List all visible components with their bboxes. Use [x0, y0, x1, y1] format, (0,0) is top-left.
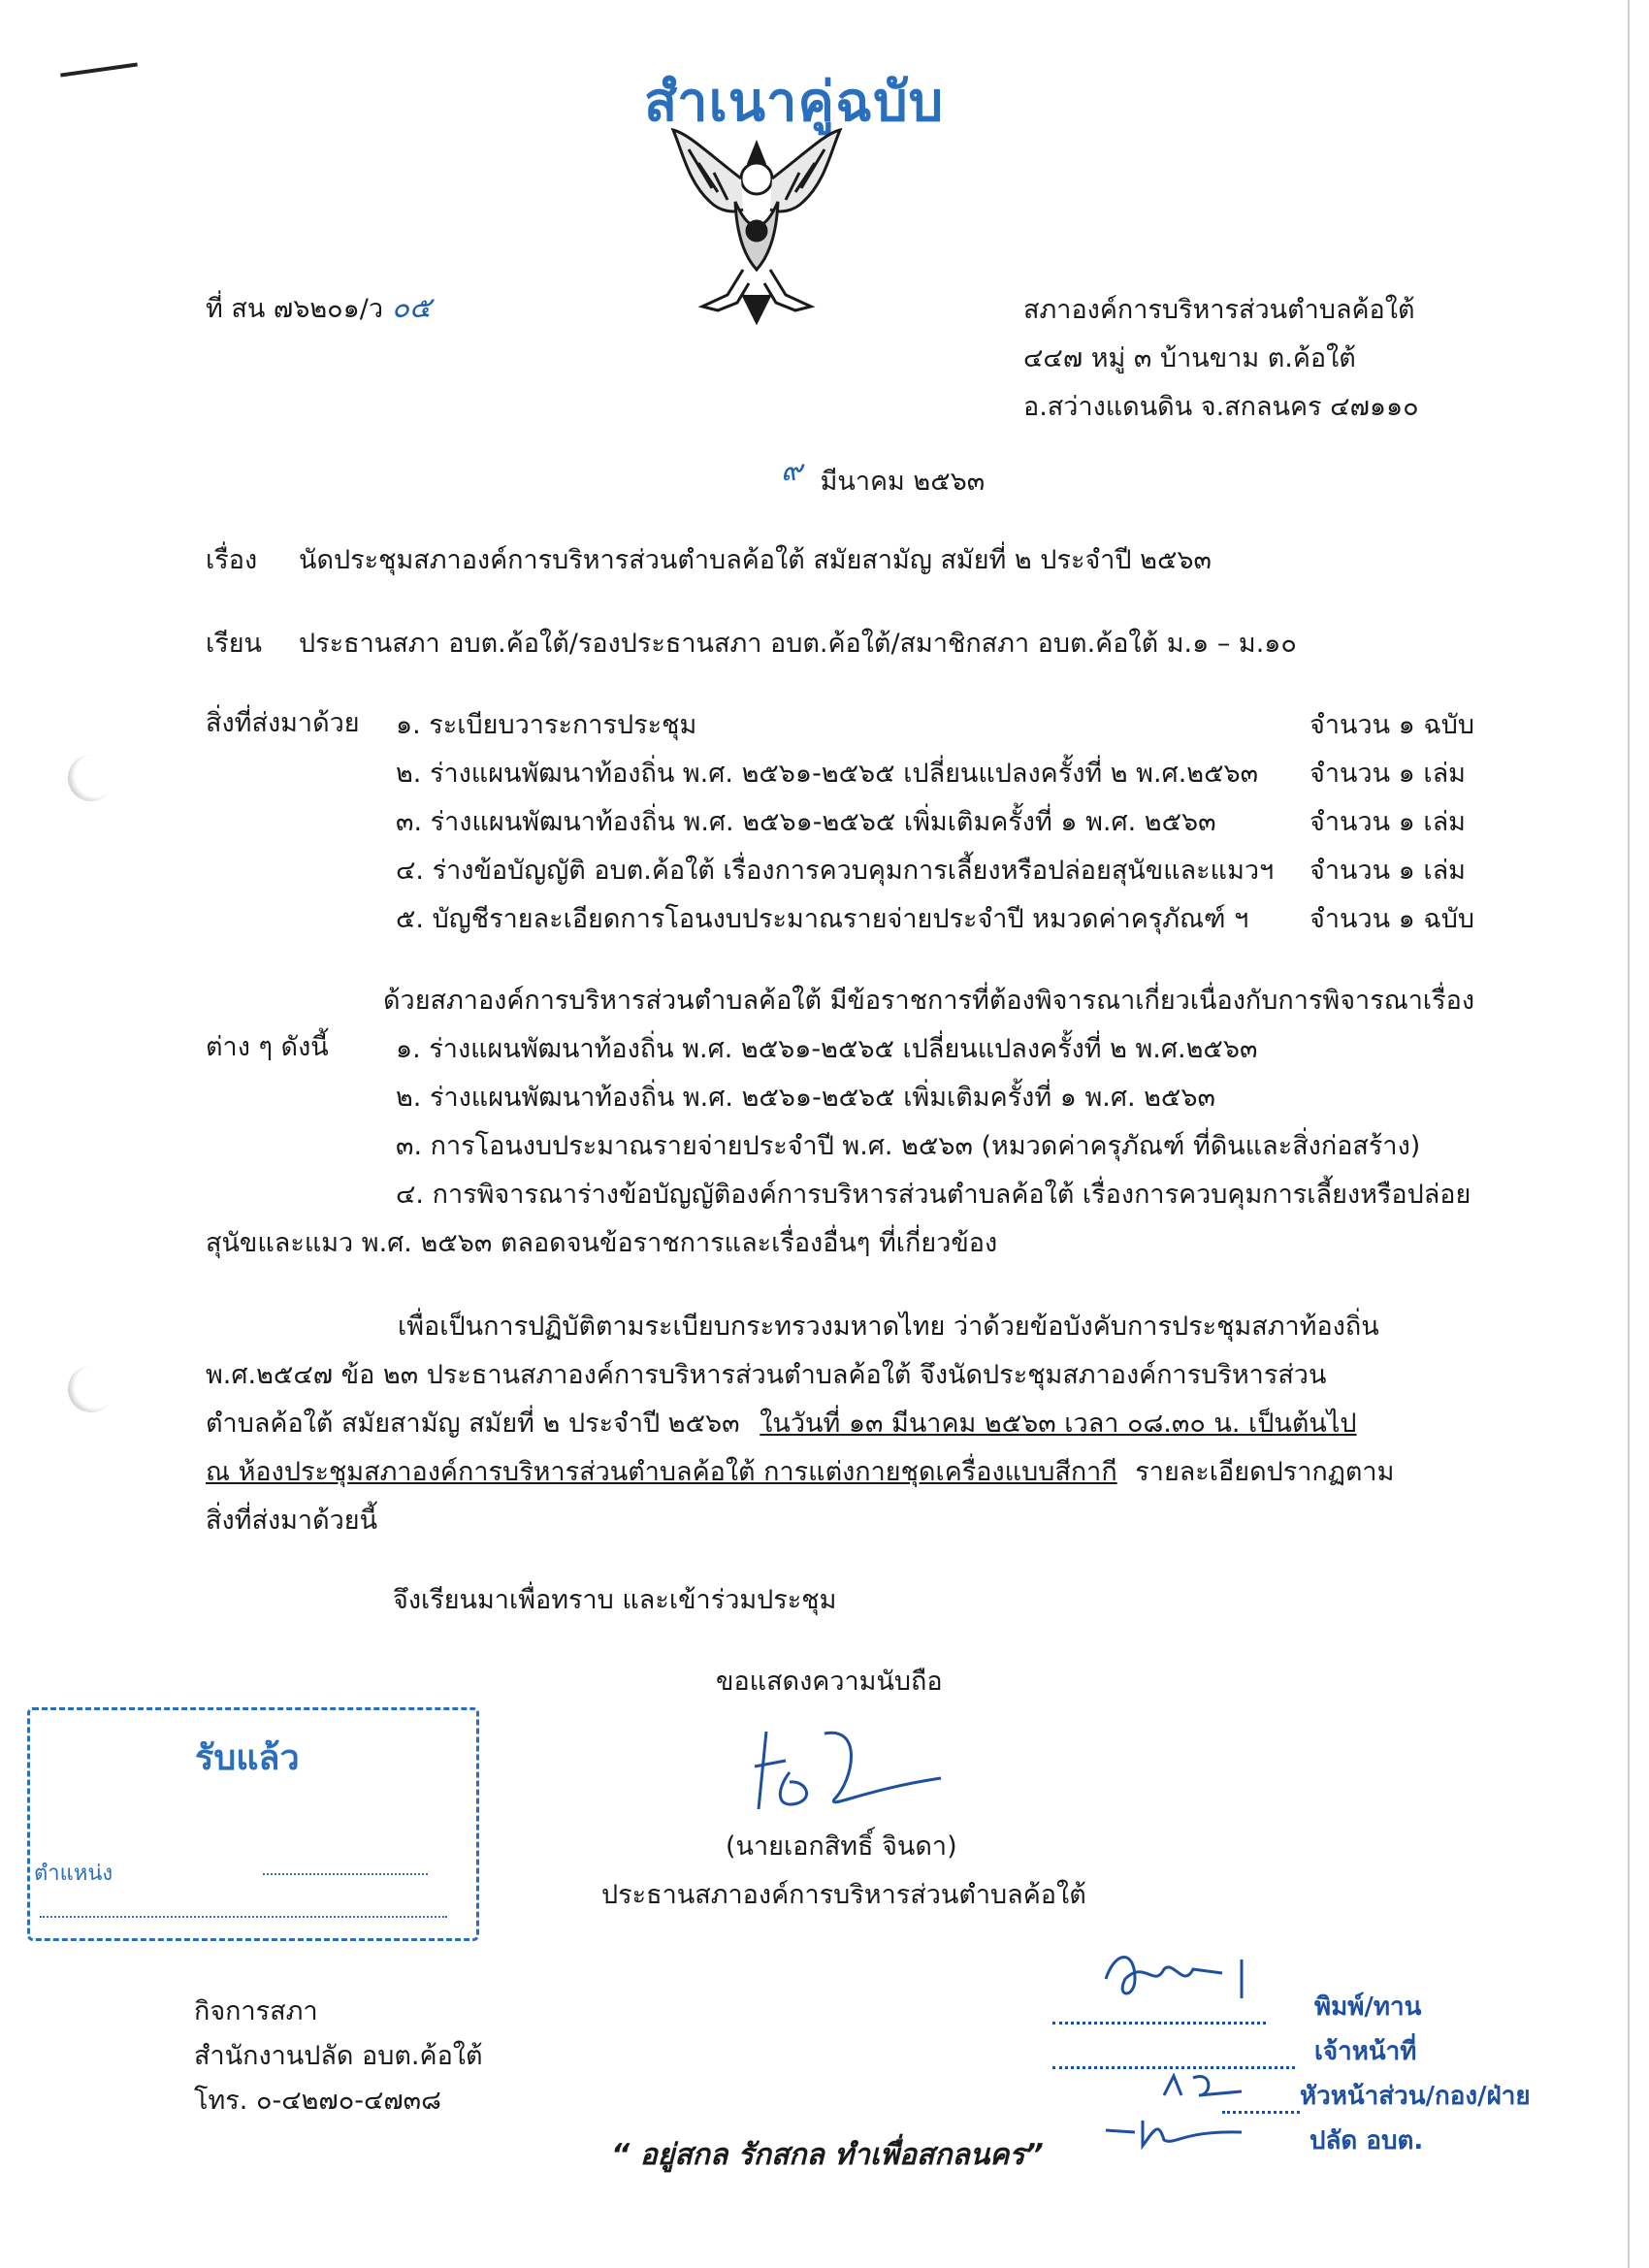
- punch-hole: [68, 1366, 114, 1412]
- closing-line: จึงเรียนมาเพื่อทราบ และเข้าร่วมประชุม: [393, 1585, 837, 1615]
- received-stamp-dotline: [263, 1873, 428, 1875]
- body2-line3-plain: ตำบลค้อใต้ สมัยสามัญ สมัยที่ ๒ ประจำปี ๒๕๖๓: [206, 1409, 740, 1439]
- garuda-emblem-icon: [660, 124, 854, 330]
- body2-line1: เพื่อเป็นการปฏิบัติตามระเบียบกระทรวงมหาดไทย ว่าด้วยข้อบังคับการประชุมสภาท้องถิ่น: [398, 1312, 1379, 1342]
- doc-number-handwritten: ๐๕: [391, 291, 432, 325]
- enclosure-qty: จำนวน ๑ ฉบับ: [1310, 904, 1475, 934]
- body2-line3: [206, 1407, 1357, 1442]
- enclosure-qty: จำนวน ๑ เล่ม: [1310, 759, 1466, 789]
- enclosure-item: ๒. ร่างแผนพัฒนาท้องถิ่น พ.ศ. ๒๕๖๑-๒๕๖๕ เปลี่ยนแปลงครั้งที่ ๒ พ.ศ.๒๕๖๓: [396, 759, 1259, 789]
- footer-dept: กิจการสภา: [194, 1996, 318, 2026]
- signature: [747, 1722, 960, 1832]
- footer-phone: โทร. ๐-๔๒๗๐-๔๗๓๘: [194, 2086, 441, 2116]
- enclosure-qty: จำนวน ๑ เล่ม: [1310, 807, 1466, 837]
- punch-hole: [68, 755, 114, 801]
- routing-item: เจ้าหน้าที่: [1314, 2037, 1417, 2066]
- body2-line2: พ.ศ.๒๕๔๗ ข้อ ๒๓ ประธานสภาองค์การบริหารส่วนตำบลค้อใต้ จึงนัดประชุมสภาองค์การบริหารส่วน: [206, 1360, 1327, 1390]
- letter-date: [781, 454, 986, 500]
- body1-item: ๓. การโอนงบประมาณรายจ่ายประจำปี พ.ศ. ๒๕๖๓ (หมวดค่าครุภัณฑ์ ที่ดินและสิ่งก่อสร้าง): [396, 1131, 1421, 1161]
- footer-motto: “ อยู่สกล รักสกล ทำเพื่อสกลนคร”: [611, 2138, 1044, 2172]
- routing-scribble: [1096, 1940, 1290, 2012]
- enclosure-item: ๔. ร่างข้อบัญญัติ อบต.ค้อใต้ เรื่องการควบคุมการเลี้ยงหรือปล่อยสุนัขและแมวฯ: [396, 856, 1275, 886]
- org-address-line1: ๔๔๗ หมู่ ๓ บ้านขาม ต.ค้อใต้: [1023, 343, 1356, 373]
- meeting-datetime: ในวันที่ ๑๓ มีนาคม ๒๕๖๓ เวลา ๐๘.๓๐ น. เป็นต้นไป: [760, 1409, 1357, 1439]
- signer-name: (นายเอกสิทธิ์ จินดา): [726, 1831, 957, 1862]
- doc-number: [206, 291, 432, 327]
- body1-item: ๔. การพิจารณาร่างข้อบัญญัติองค์การบริหารส่วนตำบลค้อใต้ เรื่องการควบคุมการเลี้ยงหรือปล่อย: [396, 1180, 1471, 1210]
- routing-dotline: [1052, 2022, 1266, 2025]
- to-text: ประธานสภา อบต.ค้อใต้/รองประธานสภา อบต.ค้อใต้/สมาชิกสภา อบต.ค้อใต้ ม.๑ – ม.๑๐: [299, 629, 1297, 659]
- received-stamp-title: รับแล้ว: [195, 1738, 300, 1778]
- routing-item: หัวหน้าส่วน/กอง/ฝ่าย: [1300, 2082, 1531, 2111]
- date-text: มีนาคม ๒๕๖๓: [820, 467, 986, 497]
- body2-line4-plain: รายละเอียดปรากฏตาม: [1135, 1457, 1395, 1487]
- org-address-line2: อ.สว่างแดนดิน จ.สกลนคร ๔๗๑๑๐: [1023, 392, 1419, 422]
- closing-regards: ขอแสดงความนับถือ: [716, 1667, 943, 1697]
- subject-text: นัดประชุมสภาองค์การบริหารส่วนตำบลค้อใต้ สมัยสามัญ สมัยที่ ๒ ประจำปี ๒๕๖๓: [299, 545, 1212, 575]
- enclosures-label: สิ่งที่ส่งมาด้วย: [206, 708, 360, 738]
- org-name: สภาองค์การบริหารส่วนตำบลค้อใต้: [1023, 295, 1415, 325]
- signer-title: ประธานสภาองค์การบริหารส่วนตำบลค้อใต้: [601, 1880, 1086, 1910]
- body2-line4: [206, 1455, 1394, 1490]
- footer-office: สำนักงานปลัด อบต.ค้อใต้: [194, 2041, 483, 2071]
- received-stamp: [27, 1707, 479, 1941]
- subject-label: เรื่อง: [206, 545, 258, 575]
- routing-initials: [1154, 2066, 1271, 2109]
- copy-stamp: สำเนาคู่ฉบับ: [644, 71, 945, 134]
- date-day-handwritten: ๙: [781, 454, 802, 488]
- to-label: เรียน: [206, 629, 263, 659]
- routing-item: พิมพ์/ทาน: [1314, 1993, 1422, 2022]
- enclosure-item: ๓. ร่างแผนพัฒนาท้องถิ่น พ.ศ. ๒๕๖๑-๒๕๖๕ เพิ่มเติมครั้งที่ ๑ พ.ศ. ๒๕๖๓: [396, 807, 1216, 837]
- body1-lead: ต่าง ๆ ดังนี้: [206, 1032, 329, 1062]
- body1-item4-cont: สุนัขและแมว พ.ศ. ๒๕๖๓ ตลอดจนข้อราชการและเรื่องอื่นๆ ที่เกี่ยวข้อง: [206, 1228, 998, 1258]
- doc-number-label: ที่ สน ๗๖๒๐๑/ว: [206, 294, 384, 324]
- routing-initials: [1096, 2111, 1251, 2154]
- enclosure-qty: จำนวน ๑ เล่ม: [1310, 856, 1466, 886]
- enclosure-item: ๕. บัญชีรายละเอียดการโอนงบประมาณรายจ่ายประจำปี หมวดค่าครุภัณฑ์ ฯ: [396, 904, 1249, 934]
- edge-line: [1628, 0, 1630, 2268]
- received-stamp-dotline: [40, 1916, 447, 1918]
- enclosure-qty: จำนวน ๑ ฉบับ: [1310, 710, 1475, 740]
- enclosure-item: ๑. ระเบียบวาระการประชุม: [396, 710, 697, 740]
- body1-item: ๑. ร่างแผนพัฒนาท้องถิ่น พ.ศ. ๒๕๖๑-๒๕๖๕ เปลี่ยนแปลงครั้งที่ ๒ พ.ศ.๒๕๖๓: [396, 1034, 1258, 1064]
- routing-item: ปลัด อบต.: [1310, 2126, 1424, 2155]
- meeting-venue-dress: ณ ห้องประชุมสภาองค์การบริหารส่วนตำบลค้อใต้ การแต่งกายชุดเครื่องแบบสีกากี: [206, 1457, 1117, 1487]
- corner-mark: [60, 62, 138, 77]
- body2-line5: สิ่งที่ส่งมาด้วยนี้: [206, 1506, 378, 1536]
- received-stamp-position: ตำแหน่ง: [34, 1862, 113, 1886]
- body1-item: ๒. ร่างแผนพัฒนาท้องถิ่น พ.ศ. ๒๕๖๑-๒๕๖๕ เพิ่มเติมครั้งที่ ๑ พ.ศ. ๒๕๖๓: [396, 1083, 1215, 1113]
- body1-intro: ด้วยสภาองค์การบริหารส่วนตำบลค้อใต้ มีข้อราชการที่ต้องพิจารณาเกี่ยวเนื่องกับการพิจารณาเรื่อง: [383, 986, 1475, 1016]
